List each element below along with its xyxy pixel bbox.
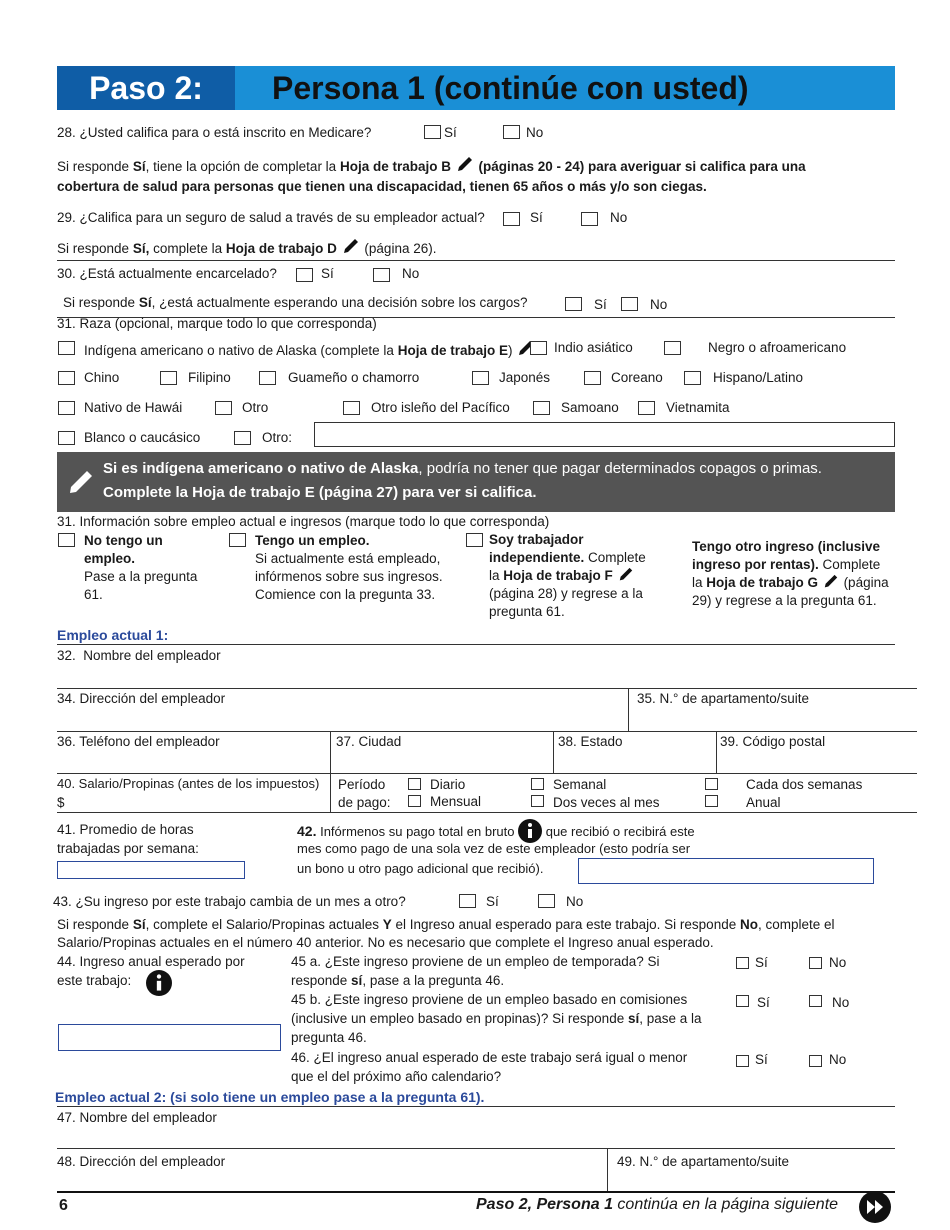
race-other-asian-label: Otro — [242, 400, 269, 415]
q45a-no-label: No — [829, 955, 847, 970]
q45b-line3: pregunta 46. — [291, 1030, 367, 1045]
q45b-yes-checkbox[interactable] — [736, 995, 749, 1007]
job2-employer-name-field[interactable] — [57, 1126, 895, 1148]
job1-state-label: 38. Estado — [558, 734, 623, 749]
gross-pay-line2: mes como pago de una sola vez de este empleador (esto podría ser — [297, 841, 691, 856]
period-yearly-label: Anual — [746, 795, 781, 810]
divider — [57, 731, 917, 732]
banner-line2: Complete la Hoja de trabajo E (página 27) para ver si califica. — [103, 484, 537, 501]
race-hispanic-label: Hispano/Latino — [713, 370, 804, 385]
info-icon — [146, 970, 172, 996]
q28-note-line1: Si responde Sí, tiene la opción de completar la Hoja de trabajo B (páginas 20 - 24) para averiguar si califica para una — [57, 156, 806, 174]
q45b-no-label: No — [832, 995, 850, 1010]
race-black-checkbox[interactable] — [664, 341, 681, 355]
q45a-line2: responde sí, pase a la pregunta 46. — [291, 973, 505, 988]
q29-note: Si responde Sí, complete la Hoja de trabajo D (página 26). — [57, 238, 436, 256]
q43-note-line2: Salario/Propinas actuales en el número 40 anterior. No es necesario que complete el Ingreso anual esperado. — [57, 935, 714, 950]
q46-line2: que el del próximo año calendario? — [291, 1069, 502, 1084]
period-biweekly-checkbox[interactable] — [705, 778, 718, 790]
divider — [57, 260, 895, 261]
pencil-icon — [617, 567, 635, 583]
race-samoan-checkbox[interactable] — [533, 401, 550, 415]
race-other-input[interactable] — [314, 422, 895, 447]
race-japanese-label: Japonés — [499, 370, 551, 385]
info-banner — [57, 452, 895, 512]
q45a-line1: 45 a. ¿Este ingreso proviene de un empleo de temporada? Si — [291, 954, 660, 969]
q30-sub-yes-checkbox[interactable] — [565, 297, 582, 311]
hours-label-line1: 41. Promedio de horas — [57, 822, 194, 837]
gross-pay-input[interactable] — [578, 858, 874, 884]
q30-no-label: No — [402, 266, 420, 281]
period-monthly-label: Mensual — [430, 794, 482, 809]
page-number: 6 — [59, 1197, 68, 1214]
q28-yes-label: Sí — [444, 125, 457, 140]
q29-yes-label: Sí — [530, 210, 543, 225]
job1-address-label: 34. Dirección del empleador — [57, 691, 226, 706]
divider — [607, 1148, 608, 1191]
q29-no-label: No — [610, 210, 628, 225]
q28-yes-checkbox[interactable] — [424, 125, 441, 139]
divider — [57, 773, 917, 774]
q43-yes-label: Sí — [486, 894, 499, 909]
race-guamanian-checkbox[interactable] — [259, 371, 276, 385]
pay-period-label-line1: Período — [338, 777, 386, 792]
q45a-no-checkbox[interactable] — [809, 957, 822, 969]
period-weekly-checkbox[interactable] — [531, 778, 544, 790]
job1-employer-name-field[interactable] — [57, 662, 895, 688]
period-twice-month-checkbox[interactable] — [531, 795, 544, 807]
race-asian-indian-label: Indio asiático — [554, 340, 633, 355]
divider — [57, 812, 917, 813]
q45b-line2: (inclusive un empleo basado en propinas)? Si responde sí, pase a la — [291, 1011, 702, 1026]
pencil-icon — [66, 467, 96, 497]
divider — [628, 688, 629, 731]
divider — [57, 644, 895, 645]
continue-note: Paso 2, Persona 1 continúa en la página siguiente — [476, 1196, 839, 1213]
divider — [57, 688, 917, 689]
job1-zip-label: 39. Código postal — [720, 734, 826, 749]
race-filipino-label: Filipino — [188, 370, 231, 385]
q28-label: 28. ¿Usted califica para o está inscrito en Medicare? — [57, 125, 372, 140]
race-pacific-label: Otro isleño del Pacífico — [371, 400, 510, 415]
race-guamanian-label: Guameño o chamorro — [288, 370, 420, 385]
q30-sub-yes-label: Sí — [594, 297, 607, 312]
q30-yes-checkbox[interactable] — [296, 268, 313, 282]
race-black-label: Negro o afroamericano — [708, 340, 847, 355]
q44-label-line1: 44. Ingreso anual esperado por — [57, 954, 245, 969]
divider — [553, 731, 554, 774]
step-label: Paso 2: — [57, 66, 235, 110]
q30-label: 30. ¿Está actualmente encarcelado? — [57, 266, 277, 281]
q45b-yes-label: Sí — [757, 995, 770, 1010]
period-monthly-checkbox[interactable] — [408, 795, 421, 807]
race-pacific-checkbox[interactable] — [343, 401, 360, 415]
divider — [57, 1148, 895, 1149]
q43-no-checkbox[interactable] — [538, 894, 555, 908]
job2-heading: Empleo actual 2: (si solo tiene un empleo pase a la pregunta 61). — [55, 1089, 485, 1105]
q43-no-label: No — [566, 894, 584, 909]
pencil-icon — [455, 156, 475, 174]
q45a-yes-label: Sí — [755, 955, 768, 970]
gross-pay-line1: 42. Infórmenos su pago total en bruto que recibió o recibirá este — [297, 819, 695, 843]
q30-no-checkbox[interactable] — [373, 268, 390, 282]
has-job-option: Tengo un empleo. Si actualmente está empleado, infórmenos sobre sus ingresos. Comience con la pregunta 33. — [255, 533, 443, 602]
race-japanese-checkbox[interactable] — [472, 371, 489, 385]
other-income-option: Tengo otro ingreso (inclusive ingreso por rentas). Complete la Hoja de trabajo G (página 29) y regrese a la pregunta 61. — [692, 539, 889, 608]
race-white-checkbox[interactable] — [58, 431, 75, 445]
divider — [716, 731, 717, 774]
race-ai-label: Indígena americano o nativo de Alaska (complete la Hoja de trabajo E) — [84, 340, 536, 358]
q45a-yes-checkbox[interactable] — [736, 957, 749, 969]
q46-no-label: No — [829, 1052, 847, 1067]
hours-input[interactable] — [57, 861, 245, 879]
q45b-no-checkbox[interactable] — [809, 995, 822, 1007]
race-filipino-checkbox[interactable] — [160, 371, 177, 385]
hours-label-line2: trabajadas por semana: — [57, 841, 199, 856]
banner-rest: , podría no tener que pagar determinados copagos o primas. — [418, 460, 822, 477]
race-korean-checkbox[interactable] — [584, 371, 601, 385]
period-yearly-checkbox[interactable] — [705, 795, 718, 807]
race-other-checkbox[interactable] — [234, 431, 251, 445]
q43-yes-checkbox[interactable] — [459, 894, 476, 908]
job2-employer-name-label: 47. Nombre del empleador — [57, 1110, 217, 1125]
banner-bold: Si es indígena americano o nativo de Alaska — [103, 460, 419, 477]
q46-line1: 46. ¿El ingreso anual esperado de este trabajo será igual o menor — [291, 1050, 688, 1065]
race-asian-indian-checkbox[interactable] — [530, 341, 547, 355]
race-ai-checkbox[interactable] — [58, 341, 75, 355]
q30-sub-no-label: No — [650, 297, 668, 312]
has-job-checkbox[interactable] — [229, 533, 246, 547]
q46-yes-label: Sí — [755, 1052, 768, 1067]
job1-employer-name-label: 32. Nombre del empleador — [57, 648, 221, 663]
period-biweekly-label: Cada dos semanas — [746, 777, 863, 792]
q46-yes-checkbox[interactable] — [736, 1055, 749, 1067]
race-chinese-checkbox[interactable] — [58, 371, 75, 385]
job1-heading: Empleo actual 1: — [57, 627, 169, 643]
q28-no-checkbox[interactable] — [503, 125, 520, 139]
race-hawaiian-label: Nativo de Hawái — [84, 400, 183, 415]
job1-dollar-sign: $ — [57, 795, 65, 810]
job1-apt-label: 35. N.° de apartamento/suite — [637, 691, 809, 706]
q29-label: 29. ¿Califica para un seguro de salud a través de su empleador actual? — [57, 210, 485, 225]
q44-income-input[interactable] — [58, 1024, 281, 1051]
q30-sub-no-checkbox[interactable] — [621, 297, 638, 311]
race-hawaiian-checkbox[interactable] — [58, 401, 75, 415]
job1-wages-label: 40. Salario/Propinas (antes de los impuestos) — [57, 776, 320, 791]
q43-label: 43. ¿Su ingreso por este trabajo cambia de un mes a otro? — [53, 894, 406, 909]
no-job-option: No tengo un empleo. Pase a la pregunta 61. — [84, 533, 198, 602]
period-daily-checkbox[interactable] — [408, 778, 421, 790]
job1-city-label: 37. Ciudad — [336, 734, 402, 749]
pencil-icon — [341, 238, 361, 256]
q31-employment-label: 31. Información sobre empleo actual e ingresos (marque todo lo que corresponda) — [57, 514, 550, 529]
gross-pay-line3: un bono u otro pago adicional que recibió). — [297, 861, 544, 876]
race-other-asian-checkbox[interactable] — [215, 401, 232, 415]
no-job-checkbox[interactable] — [58, 533, 75, 547]
q45b-line1: 45 b. ¿Este ingreso proviene de un empleo basado en comisiones — [291, 992, 688, 1007]
divider — [330, 731, 331, 813]
job2-apt-label: 49. N.° de apartamento/suite — [617, 1154, 789, 1169]
self-employed-checkbox[interactable] — [466, 533, 483, 547]
q29-yes-checkbox[interactable] — [503, 212, 520, 226]
race-samoan-label: Samoano — [561, 400, 619, 415]
q28-note-line2: cobertura de salud para personas que tienen una discapacidad, tienen 65 años o más y/o son ciegas. — [57, 179, 707, 194]
period-daily-label: Diario — [430, 777, 466, 792]
q29-no-checkbox[interactable] — [581, 212, 598, 226]
race-vietnamese-checkbox[interactable] — [638, 401, 655, 415]
period-weekly-label: Semanal — [553, 777, 607, 792]
q28-no-label: No — [526, 125, 544, 140]
pencil-icon — [822, 574, 840, 590]
race-hispanic-checkbox[interactable] — [684, 371, 701, 385]
q44-label-line2: este trabajo: — [57, 973, 132, 988]
page-title: Persona 1 (continúe con usted) — [235, 66, 895, 110]
race-chinese-label: Chino — [84, 370, 120, 385]
job2-address-label: 48. Dirección del empleador — [57, 1154, 226, 1169]
period-twice-month-label: Dos veces al mes — [553, 795, 660, 810]
q43-note-line1: Si responde Sí, complete el Salario/Propinas actuales Y el Ingreso anual esperado para este trabajo. Si responde No, complete el — [57, 917, 835, 932]
divider — [57, 1106, 895, 1107]
info-icon — [518, 819, 542, 843]
self-employed-option: Soy trabajador independiente. Complete la Hoja de trabajo F (página 28) y regrese a la pregunta 61. — [489, 532, 646, 619]
q30-yes-label: Sí — [321, 266, 334, 281]
fast-forward-icon[interactable] — [859, 1191, 891, 1223]
q30-sub-question: Si responde Sí, ¿está actualmente esperando una decisión sobre los cargos? — [63, 295, 528, 310]
race-other-label: Otro: — [262, 430, 293, 445]
job1-phone-label: 36. Teléfono del empleador — [57, 734, 220, 749]
footer-rule — [57, 1191, 895, 1193]
race-white-label: Blanco o caucásico — [84, 430, 201, 445]
q46-no-checkbox[interactable] — [809, 1055, 822, 1067]
race-vietnamese-label: Vietnamita — [666, 400, 730, 415]
q31-race-label: 31. Raza (opcional, marque todo lo que corresponda) — [57, 316, 377, 331]
pay-period-label-line2: de pago: — [338, 795, 391, 810]
race-korean-label: Coreano — [611, 370, 663, 385]
